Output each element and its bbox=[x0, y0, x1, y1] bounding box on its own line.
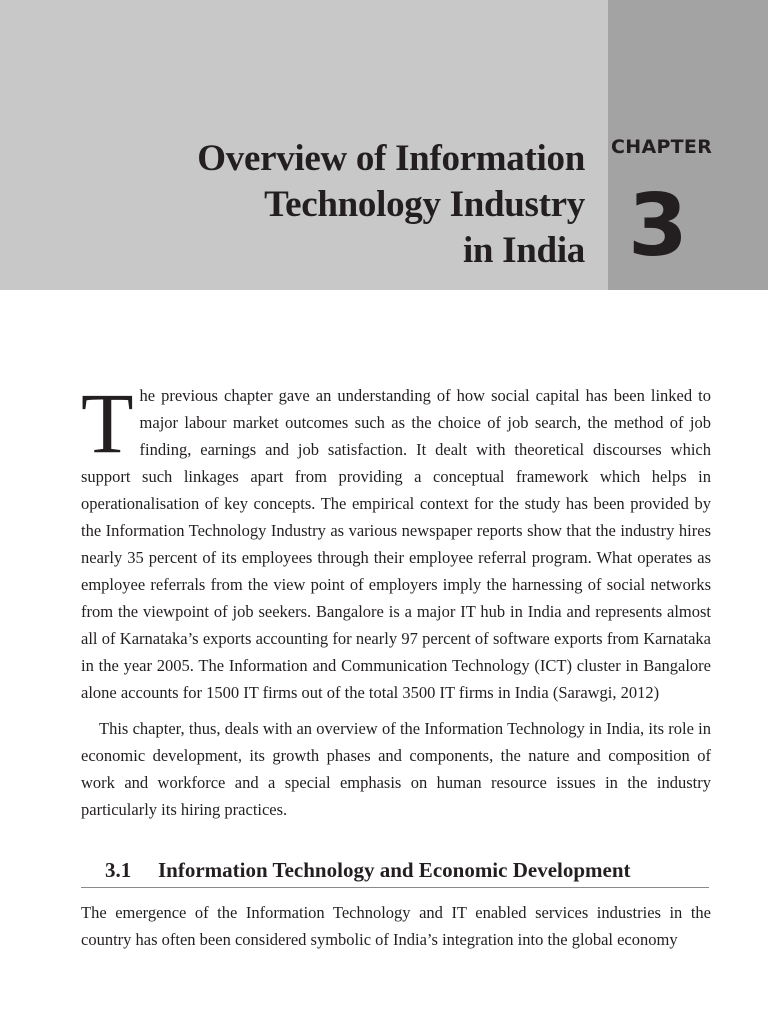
chapter-title-line-3: in India bbox=[462, 230, 585, 271]
chapter-title bbox=[197, 136, 585, 274]
chapter-title-line-2: Technology Industry bbox=[264, 184, 585, 225]
chapter-title-line-1: Overview of Information bbox=[197, 138, 585, 179]
intro-paragraph-2: This chapter, thus, deals with an overview of the Information Technology in India, its role in economic development, its growth phases and components, the nature and composition of work and workforce and a special emphasis on human resource issues in the industry particularly its hiring practices. bbox=[81, 719, 711, 819]
section-paragraph-1: The emergence of the Information Technology and IT enabled services industries in the country has often been considered symbolic of India’s integration into the global economy bbox=[81, 903, 711, 949]
intro-paragraph-1 bbox=[81, 375, 711, 706]
drop-cap: T bbox=[81, 375, 134, 471]
chapter-number: 3 bbox=[628, 176, 688, 276]
section-number: 3.1 bbox=[105, 858, 132, 882]
section-heading bbox=[81, 856, 709, 888]
intro-paragraph-1-text: he previous chapter gave an understanding of how social capital has been linked to major labour market outcomes such as the choice of job search, the method of job finding, earnings and job satisfaction. It dealt with theoretical discourses which support such linkages apart from providing a conceptual framework which helps in operationalisation of key concepts. The empirical context for the study has been provided by the Information Technology Industry as various newspaper reports show that the industry hires nearly 35 percent of its employees through their employee referral program. What operates as employee referrals from the view point of employers imply the harnessing of social networks from the viewpoint of job seekers. Bangalore is a major IT hub in India and represents almost all of Karnataka’s exports accounting for nearly 97 percent of software exports from Karnataka in the year 2005. The Information and Communication Technology (ICT) cluster in Bangalore alone accounts for 1500 IT firms out of the total 3500 IT firms in India (Sarawgi, 2012) bbox=[81, 386, 711, 702]
chapter-label: CHAPTER bbox=[611, 136, 713, 158]
section-title: Information Technology and Economic Development bbox=[158, 858, 631, 882]
